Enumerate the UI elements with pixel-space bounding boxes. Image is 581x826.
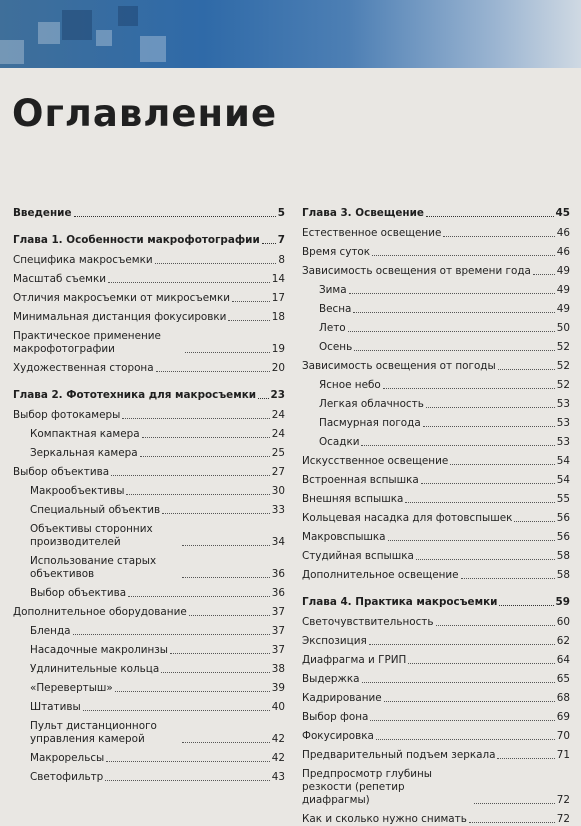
toc-entry-page: 64 [556,654,570,666]
dot-leader [383,388,555,389]
toc-entry-title: Предварительный подъем зеркала [302,749,496,761]
toc-entry [13,428,285,441]
toc-entry-page: 37 [271,625,285,637]
toc-entry-title: Дополнительное освещение [302,569,459,581]
toc-entry-page: 20 [271,362,285,374]
dot-leader [376,739,555,740]
toc-entry [13,466,285,479]
dot-leader [73,634,270,635]
dot-leader [182,545,270,546]
toc-entry [13,504,285,517]
toc-entry [302,417,570,430]
toc-entry [302,341,570,354]
dot-leader [170,653,270,654]
toc-entry-page: 14 [271,273,285,285]
toc-entry-title: Глава 1. Особенности макрофотографии [13,234,260,246]
dot-leader [426,216,554,217]
dot-leader [106,761,270,762]
dot-leader [348,331,555,332]
toc-entry [302,493,570,506]
dot-leader [421,483,555,484]
toc-entry-page: 36 [271,587,285,599]
toc-entry-title: Объективы сторонних производителей [30,523,153,548]
toc-entry-title: Зима [319,284,347,296]
toc-entry [302,398,570,411]
toc-entry [13,555,285,581]
dot-leader [408,663,554,664]
toc-entry [302,455,570,468]
toc-entry-page: 72 [556,813,570,825]
toc-entry-title: Диафрагма и ГРИП [302,654,407,666]
toc-entry-title: Выбор объектива [13,466,110,478]
toc-entry-page: 53 [556,436,570,448]
dot-leader [228,320,269,321]
toc-entry-title: «Перевертыш» [30,682,113,694]
dot-leader [405,502,554,503]
toc-entry-page: 42 [271,752,285,764]
toc-entry [302,322,570,335]
header-banner [0,0,581,68]
dot-leader [258,398,269,399]
toc-entry-title: Компактная камера [30,428,140,440]
toc-entry-page: 52 [556,360,570,372]
toc-entry-page: 37 [271,606,285,618]
toc-entry-title: Студийная вспышка [302,550,414,562]
dot-leader [128,596,270,597]
toc-chapter-entry [13,234,285,247]
dot-leader [426,407,555,408]
toc-entry [302,813,570,826]
toc-entry-page: 23 [270,389,285,401]
toc-entry [13,485,285,498]
toc-entry [302,673,570,686]
toc-entry [302,512,570,525]
dot-leader [362,682,555,683]
toc-entry [13,362,285,375]
toc-entry [13,771,285,784]
toc-entry-page: 68 [556,692,570,704]
banner-square [140,36,166,62]
toc-entry-page: 25 [271,447,285,459]
toc-entry-page: 38 [271,663,285,675]
dot-leader [115,691,270,692]
toc-entry [13,292,285,305]
toc-entry-page: 72 [556,794,570,806]
toc-entry [13,523,285,549]
toc-entry [13,682,285,695]
toc-entry [302,303,570,316]
toc-entry-title: Лето [319,322,346,334]
dot-leader [384,701,555,702]
toc-entry-title: Фокусировка [302,730,374,742]
dot-leader [353,312,554,313]
dot-leader [514,521,554,522]
toc-entry-page: 53 [556,398,570,410]
dot-leader [416,559,555,560]
dot-leader [232,301,270,302]
toc-entry-page: 5 [277,207,285,219]
toc-entry-page: 46 [556,246,570,258]
toc-entry [302,569,570,582]
toc-entry-title: Весна [319,303,352,315]
toc-entry-title: Выбор фона [302,711,369,723]
banner-square [62,10,92,40]
toc-entry [302,227,570,240]
toc-entry [302,550,570,563]
toc-entry [13,409,285,422]
dot-leader [74,216,276,217]
toc-entry-page: 71 [556,749,570,761]
toc-entry-title: Как и сколько нужно снимать [302,813,467,825]
dot-leader [142,437,270,438]
toc-entry [302,692,570,705]
toc-chapter-entry [302,207,570,220]
toc-entry-page: 46 [556,227,570,239]
dot-leader [372,255,555,256]
toc-entry-title: Искусственное освещение [302,455,449,467]
toc-entry [302,616,570,629]
toc-entry [302,360,570,373]
toc-entry-title: Внешняя вспышка [302,493,404,505]
toc-entry [13,273,285,286]
toc-entry-page: 43 [271,771,285,783]
toc-entry-title: Макрообъективы [30,485,125,497]
toc-entry-page: 45 [555,207,570,219]
toc-entry-page: 24 [271,409,285,421]
toc-entry-page: 55 [556,493,570,505]
dot-leader [443,236,554,237]
toc-entry [13,644,285,657]
toc-entry-page: 54 [556,455,570,467]
toc-entry-page: 69 [556,711,570,723]
toc-entry-page: 34 [271,536,285,548]
toc-entry [302,246,570,259]
toc-entry [302,768,570,807]
toc-entry-title: Легкая облачность [319,398,424,410]
toc-entry-page: 27 [271,466,285,478]
toc-entry-page: 58 [556,550,570,562]
dot-leader [388,540,555,541]
toc-entry-page: 19 [271,343,285,355]
toc-entry-title: Дополнительное оборудование [13,606,187,618]
toc-entry-title: Предпросмотр глубины резкости (репетир диафрагмы) [302,768,432,806]
toc-entry-title: Макровспышка [302,531,386,543]
banner-square [96,30,112,46]
toc-entry [13,663,285,676]
toc-entry [13,447,285,460]
toc-entry [13,311,285,324]
dot-leader [461,578,555,579]
toc-entry-title: Макрорельсы [30,752,105,764]
toc-entry-title: Ясное небо [319,379,381,391]
dot-leader [156,371,270,372]
toc-entry-title: Осадки [319,436,360,448]
toc-entry [13,254,285,267]
toc-entry-page: 54 [556,474,570,486]
toc-entry-title: Отличия макросъемки от микросъемки [13,292,230,304]
toc-entry-page: 42 [271,733,285,745]
banner-square [118,6,138,26]
toc-entry-title: Штативы [30,701,81,713]
toc-entry-title: Выбор фотокамеры [13,409,121,421]
dot-leader [498,369,555,370]
dot-leader [108,282,270,283]
toc-entry-title: Пульт дистанционного управления камерой [30,720,157,745]
dot-leader [122,418,269,419]
dot-leader [354,350,555,351]
page-title: Оглавление [12,92,278,135]
toc-entry-title: Кадрирование [302,692,382,704]
toc-entry-title: Специальный объектив [30,504,161,516]
toc-entry-page: 56 [556,531,570,543]
dot-leader [370,720,554,721]
toc-entry-title: Кольцевая насадка для фотовспышек [302,512,513,524]
toc-entry [13,606,285,619]
banner-square [0,40,24,64]
toc-entry [13,701,285,714]
toc-entry-page: 24 [271,428,285,440]
dot-leader [262,243,276,244]
toc-entry-title: Выбор объектива [30,587,127,599]
dot-leader [474,803,555,804]
toc-entry-title: Естественное освещение [302,227,442,239]
toc-entry [13,587,285,600]
toc-entry [302,654,570,667]
toc-entry [302,749,570,762]
toc-entry-title: Осень [319,341,353,353]
dot-leader [499,605,553,606]
toc-entry-page: 60 [556,616,570,628]
toc-entry-title: Зависимость освещения от времени года [302,265,531,277]
dot-leader [185,352,270,353]
dot-leader [469,822,555,823]
toc-entry [302,436,570,449]
toc-entry-title: Время суток [302,246,371,258]
toc-entry-page: 30 [271,485,285,497]
dot-leader [83,710,270,711]
toc-entry-title: Художественная сторона [13,362,154,374]
toc-entry-page: 49 [556,284,570,296]
toc-entry [13,625,285,638]
toc-entry-title: Глава 3. Освещение [302,207,424,219]
toc-left-column [13,207,285,784]
toc-chapter-entry [302,596,570,609]
dot-leader [162,513,270,514]
toc-entry-title: Пасмурная погода [319,417,421,429]
toc-entry-page: 17 [271,292,285,304]
toc-entry-page: 52 [556,379,570,391]
toc-entry-page: 49 [556,265,570,277]
toc-entry-page: 18 [271,311,285,323]
toc-entry-page: 52 [556,341,570,353]
toc-entry [302,730,570,743]
dot-leader [349,293,555,294]
toc-chapter-entry [13,207,285,220]
dot-leader [182,577,270,578]
dot-leader [111,475,270,476]
toc-entry-title: Удлинительные кольца [30,663,160,675]
toc-entry-title: Светофильтр [30,771,104,783]
dot-leader [155,263,277,264]
toc-entry-title: Использование старых объективов [30,555,157,580]
toc-entry [13,752,285,765]
dot-leader [126,494,269,495]
toc-entry [302,265,570,278]
dot-leader [423,426,555,427]
dot-leader [450,464,555,465]
toc-entry-title: Зеркальная камера [30,447,138,459]
toc-entry-title: Бленда [30,625,71,637]
toc-entry [302,284,570,297]
toc-entry-page: 40 [271,701,285,713]
toc-entry-page: 33 [271,504,285,516]
toc-right-column [302,207,570,826]
toc-entry-page: 37 [271,644,285,656]
dot-leader [189,615,270,616]
banner-square [38,22,60,44]
toc-entry-title: Введение [13,207,72,219]
toc-entry [302,711,570,724]
toc-entry-title: Зависимость освещения от погоды [302,360,496,372]
toc-entry-title: Практическое применение макрофотографии [13,330,161,355]
toc-entry [302,474,570,487]
toc-entry [302,635,570,648]
toc-entry [13,330,285,356]
toc-entry [302,379,570,392]
dot-leader [533,274,555,275]
toc-entry-page: 49 [556,303,570,315]
toc-entry-title: Встроенная вспышка [302,474,419,486]
toc-entry-title: Светочувствительность [302,616,434,628]
dot-leader [436,625,555,626]
toc-entry-page: 70 [556,730,570,742]
toc-entry-page: 62 [556,635,570,647]
toc-entry-page: 50 [556,322,570,334]
toc-entry-page: 39 [271,682,285,694]
toc-entry-page: 53 [556,417,570,429]
toc-entry-page: 65 [556,673,570,685]
toc-entry-title: Минимальная дистанция фокусировки [13,311,227,323]
toc-entry-title: Масштаб съемки [13,273,106,285]
dot-leader [161,672,270,673]
dot-leader [182,742,270,743]
toc-entry-page: 59 [555,596,570,608]
dot-leader [105,780,270,781]
toc-entry-title: Глава 2. Фототехника для макросъемки [13,389,257,401]
toc-entry-page: 8 [278,254,285,266]
toc-chapter-entry [13,389,285,402]
toc-entry [13,720,285,746]
dot-leader [361,445,554,446]
toc-entry-page: 36 [271,568,285,580]
toc-entry-title: Глава 4. Практика макросъемки [302,596,498,608]
toc-entry-title: Насадочные макролинзы [30,644,168,656]
toc-entry-title: Выдержка [302,673,360,685]
toc-entry-title: Специфика макросъемки [13,254,153,266]
dot-leader [140,456,270,457]
toc-entry-page: 58 [556,569,570,581]
toc-entry-page: 56 [556,512,570,524]
toc-entry-title: Экспозиция [302,635,367,647]
toc-entry [302,531,570,544]
dot-leader [497,758,554,759]
dot-leader [369,644,555,645]
toc-entry-page: 7 [277,234,285,246]
